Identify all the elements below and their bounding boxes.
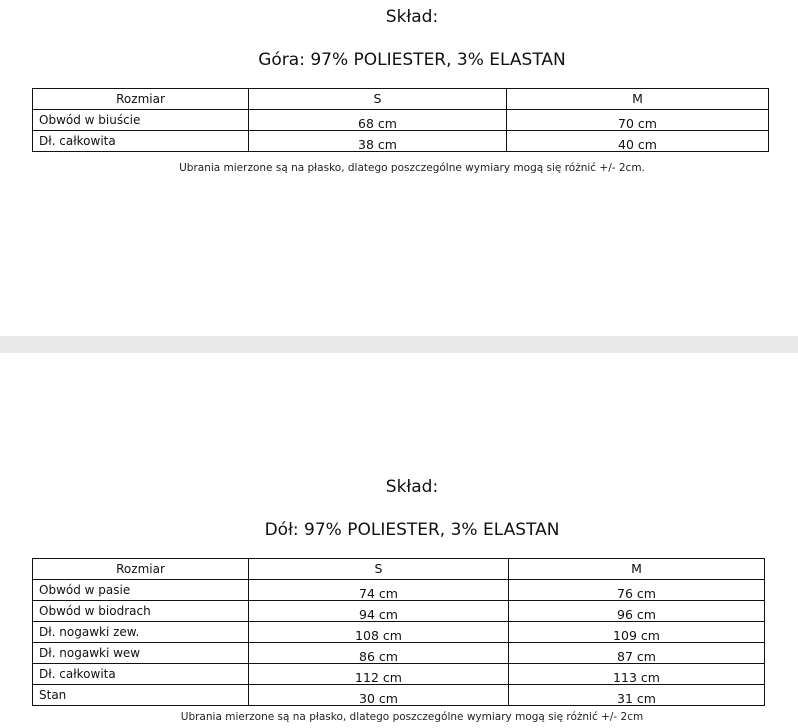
table-row <box>33 580 765 601</box>
bottom-title: Skład: <box>385 477 439 497</box>
table-row <box>33 643 765 664</box>
cell-m: 40 cm <box>507 131 769 152</box>
cell-s: 74 cm <box>249 580 509 601</box>
section-divider <box>0 336 798 353</box>
cell-m: 109 cm <box>509 622 765 643</box>
table-row <box>33 622 765 643</box>
table-row <box>33 685 765 706</box>
cell-s: 108 cm <box>249 622 509 643</box>
row-label: Dł. nogawki zew. <box>33 622 249 643</box>
top-measurement-note: Ubrania mierzone są na płasko, dlatego poszczególne wymiary mogą się różnić +/- 2cm. <box>179 162 645 174</box>
row-label: Stan <box>33 685 249 706</box>
cell-s: 68 cm <box>249 110 507 131</box>
table-header-row <box>33 559 765 580</box>
cell-s: 86 cm <box>249 643 509 664</box>
table-row <box>33 131 769 152</box>
cell-s: 112 cm <box>249 664 509 685</box>
cell-s: 38 cm <box>249 131 507 152</box>
table-header-row <box>33 89 769 110</box>
cell-m: 31 cm <box>509 685 765 706</box>
row-label: Dł. całkowita <box>33 131 249 152</box>
table-row <box>33 664 765 685</box>
bottom-size-table <box>32 558 765 706</box>
table-row <box>33 110 769 131</box>
row-label: Dł. całkowita <box>33 664 249 685</box>
top-title: Skład: <box>385 7 439 27</box>
cell-m: 87 cm <box>509 643 765 664</box>
cell-m: 96 cm <box>509 601 765 622</box>
header-cell-s: S <box>249 89 507 110</box>
row-label: Obwód w pasie <box>33 580 249 601</box>
cell-m: 76 cm <box>509 580 765 601</box>
top-size-table <box>32 88 769 152</box>
header-cell-m: M <box>509 559 765 580</box>
table-row <box>33 601 765 622</box>
cell-s: 94 cm <box>249 601 509 622</box>
header-cell-s: S <box>249 559 509 580</box>
cell-m: 113 cm <box>509 664 765 685</box>
header-cell-m: M <box>507 89 769 110</box>
row-label: Obwód w biuście <box>33 110 249 131</box>
header-cell-size: Rozmiar <box>33 89 249 110</box>
cell-m: 70 cm <box>507 110 769 131</box>
row-label: Dł. nogawki wew <box>33 643 249 664</box>
bottom-measurement-note: Ubrania mierzone są na płasko, dlatego poszczególne wymiary mogą się różnić +/- 2cm <box>180 711 644 723</box>
header-cell-size: Rozmiar <box>33 559 249 580</box>
bottom-composition: Dół: 97% POLIESTER, 3% ELASTAN <box>264 520 560 540</box>
cell-s: 30 cm <box>249 685 509 706</box>
top-composition: Góra: 97% POLIESTER, 3% ELASTAN <box>258 50 566 70</box>
row-label: Obwód w biodrach <box>33 601 249 622</box>
